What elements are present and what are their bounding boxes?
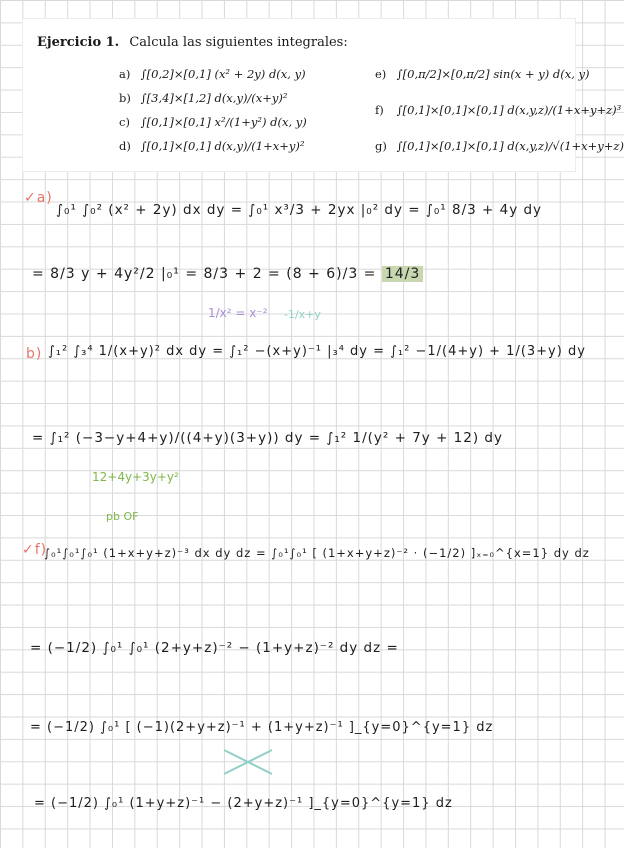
exercise-number: Ejercicio 1. — [37, 35, 120, 50]
item-label: b) — [119, 91, 131, 105]
item-integral: ∫[0,1]×[0,1]×[0,1] d(x,y,z)/√(1+x+y+z) — [396, 139, 624, 153]
exercise-statement: Calcula las siguientes integrales: — [129, 35, 348, 50]
a-check-mark: ✓a) — [24, 190, 53, 206]
item-label: d) — [119, 139, 131, 153]
aside-teal-note: -1/x+y — [284, 308, 321, 321]
b-aside-green: 12+4y+3y+y² — [92, 470, 179, 484]
item-integral: ∫[3,4]×[1,2] d(x,y)/(x+y)² — [140, 91, 288, 105]
f-note: pb OF — [106, 510, 139, 523]
b-mark: b) — [26, 346, 43, 362]
a-line-2-text: = 8/3 y + 4y²/2 |₀¹ = 8/3 + 2 = (8 + 6)/3 = — [32, 266, 377, 282]
b-line-2: = ∫₁² (−3−y+4+y)/((4+y)(3+y)) dy = ∫₁² 1/(y² + 7y + 12) dy — [32, 430, 503, 446]
f-line-3: = (−1/2) ∫₀¹ [ (−1)(2+y+z)⁻¹ + (1+y+z)⁻¹ ]_{y=0}^{y=1} dz — [30, 720, 494, 735]
f-line-4: = (−1/2) ∫₀¹ (1+y+z)⁻¹ − (2+y+z)⁻¹ ]_{y=0}^{y=1} dz — [34, 796, 453, 811]
item-integral: ∫[0,π/2]×[0,π/2] sin(x + y) d(x, y) — [396, 67, 590, 81]
b-line-1: ∫₁² ∫₃⁴ 1/(x+y)² dx dy = ∫₁² −(x+y)⁻¹ |₃⁴ dy = ∫₁² −1/(4+y) + 1/(3+y) dy — [48, 344, 586, 359]
item-label: g) — [375, 139, 387, 153]
item-label: f) — [375, 103, 384, 117]
item-integral: ∫[0,2]×[0,1] (x² + 2y) d(x, y) — [140, 67, 306, 81]
f-check-mark: ✓f) — [22, 542, 48, 558]
item-integral: ∫[0,1]×[0,1] d(x,y)/(1+x+y)² — [140, 139, 305, 153]
item-integral: ∫[0,1]×[0,1]×[0,1] d(x,y,z)/(1+x+y+z)³ — [396, 103, 622, 117]
f-line-2: = (−1/2) ∫₀¹ ∫₀¹ (2+y+z)⁻² − (1+y+z)⁻² dy dz = — [30, 640, 399, 656]
item-label: e) — [375, 67, 387, 81]
f-line-1: ∫₀¹∫₀¹∫₀¹ (1+x+y+z)⁻³ dx dy dz = ∫₀¹∫₀¹ [ (1+x+y+z)⁻² · (−1/2) ]ₓ₌₀^{x=1} dy dz — [44, 546, 590, 560]
item-label: a) — [119, 67, 131, 81]
a-result-highlight: 14/3 — [382, 266, 423, 282]
item-integral: ∫[0,1]×[0,1] x²/(1+y²) d(x, y) — [140, 115, 307, 129]
aside-purple-note: 1/x² = x⁻² — [208, 306, 268, 320]
a-line-1: ∫₀¹ ∫₀² (x² + 2y) dx dy = ∫₀¹ x³/3 + 2yx |₀² dy = ∫₀¹ 8/3 + 4y dy — [56, 202, 543, 218]
item-label: c) — [119, 115, 130, 129]
